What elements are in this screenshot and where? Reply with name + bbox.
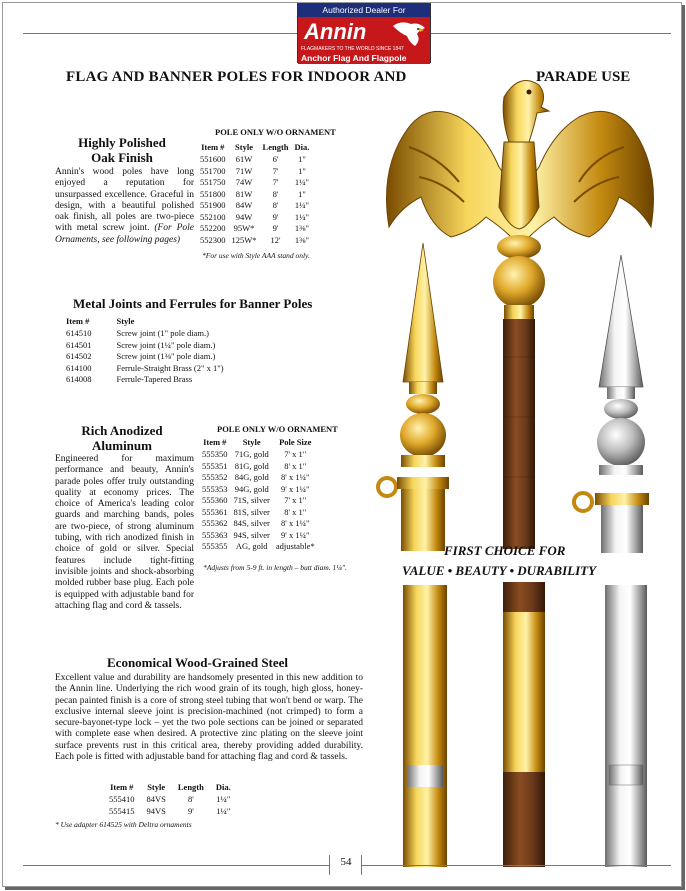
- table-cell: 555410: [109, 794, 135, 804]
- silver-pole-lower: [605, 585, 647, 775]
- table-cell: 8' x 1¼": [281, 518, 310, 528]
- table-row: [197, 200, 312, 212]
- metal-table: [63, 315, 227, 386]
- table-cell: 555415: [109, 805, 135, 816]
- table-cell: 555353: [202, 483, 228, 494]
- table-cell: 71W: [235, 165, 253, 176]
- table-cell: 7' x 1": [284, 495, 307, 505]
- oak-footnote: *For use with Style AAA stand only.: [202, 251, 310, 260]
- table-cell: 6': [272, 154, 279, 164]
- table-cell: 555362: [202, 518, 228, 528]
- table-cell: 71G, gold: [234, 449, 269, 459]
- aluminum-table-caption: POLE ONLY W/O ORNAMENT: [217, 424, 338, 434]
- annin-logo: [297, 3, 431, 63]
- table-row: [199, 449, 318, 461]
- oak-body: [55, 167, 194, 246]
- table-cell: 555360: [202, 495, 228, 505]
- table-cell: 125W*: [231, 234, 257, 245]
- table-cell: 9': [272, 223, 279, 233]
- table-row: [199, 472, 318, 484]
- table-row: [199, 484, 318, 496]
- table-cell: 84VS: [146, 794, 166, 804]
- table-cell: 7': [272, 165, 279, 176]
- table-cell: 9' x 1¼": [281, 483, 310, 494]
- table-row: [63, 340, 227, 352]
- eagle-logo-icon: [391, 20, 427, 48]
- oak-title: [55, 135, 189, 165]
- table-cell: 7': [272, 177, 279, 187]
- table-cell: 555361: [202, 506, 228, 517]
- table-row: [63, 351, 227, 363]
- aluminum-title: [55, 423, 189, 453]
- steel-body: Excellent value and durability are handsomely presented in this new addition to the Annin line. Underlying the rich wood grain of its tough, high gloss, honey-pecan painted finish is a core of strong steel tubing that won't bend or warp. The exclusive internal sleeve joint is precision-machined (not crimped) to form a secure-bayonet-type lock – yet the two pole sections can be joined or separated with complete ease when desired. A protective zinc plating on the sleeve joint surface prevents rust in this critical area, thereby providing added durability. Each pole is fitted with adjustable band for attaching flag and cord & tassels.: [55, 673, 363, 763]
- table-cell: 555355: [202, 541, 228, 551]
- top-rule-right: [431, 33, 671, 34]
- table-cell: 551800: [200, 188, 226, 199]
- table-cell: 1": [298, 165, 306, 176]
- table-row: [197, 166, 312, 178]
- table-cell: 81G, gold: [234, 460, 269, 471]
- table-header: Dia.: [294, 142, 310, 152]
- table-row: [199, 495, 318, 507]
- table-cell: 9': [187, 805, 194, 816]
- table-cell: 8': [272, 188, 279, 199]
- table-row: [197, 189, 312, 201]
- table-header: Style: [235, 142, 253, 152]
- table-cell: 555363: [202, 529, 228, 540]
- table-cell: 12': [270, 234, 281, 245]
- table-cell: 71S, silver: [233, 495, 270, 505]
- table-cell: 614100: [66, 362, 92, 373]
- table-cell: 555352: [202, 472, 228, 482]
- table-cell: 555350: [202, 449, 228, 459]
- table-cell: 1": [298, 188, 306, 199]
- table-cell: 7' x 1": [284, 449, 307, 459]
- table-cell: 1¼": [294, 211, 309, 222]
- table-header: Item #: [201, 142, 225, 152]
- table-row: [199, 461, 318, 473]
- table-cell: 1⅜": [294, 234, 309, 245]
- table-cell: 551900: [200, 200, 226, 210]
- table-row: [103, 806, 237, 818]
- table-row: [63, 328, 227, 340]
- oak-title-line2: Oak Finish: [91, 150, 153, 165]
- table-row: [197, 212, 312, 224]
- table-cell: adjustable*: [275, 541, 315, 551]
- table-cell: AG, gold: [235, 541, 268, 551]
- table-cell: 94G, gold: [234, 483, 269, 494]
- table-cell: 1": [298, 154, 306, 164]
- footer-divider-left: [329, 855, 330, 875]
- table-row: [63, 374, 227, 386]
- page-number: 54: [340, 856, 352, 868]
- table-row: [197, 177, 312, 189]
- gold-joint: [407, 765, 443, 787]
- oak-title-line1: Highly Polished: [78, 135, 166, 150]
- table-cell: 8': [187, 794, 194, 804]
- table-cell: 8' x 1¼": [281, 472, 310, 482]
- table-cell: 1¼": [294, 200, 309, 210]
- table-header: Item #: [110, 782, 134, 792]
- steel-table: [103, 781, 237, 817]
- steel-title: Economical Wood-Grained Steel: [107, 655, 289, 670]
- spear-gold: [378, 243, 449, 551]
- table-cell: 1¼": [216, 794, 231, 804]
- aluminum-body: Engineered for maximum performance and beauty, Annin's parade poles offer truly outstanding quality at economy prices. The choice of America's leading color guards and marching bands, poles are two-piece, of strong aluminum tubing, with rich anodized finish in choice of gold or silver. Special features include tight-fitting invisible joints and shock-absorbing molded rubber base plug. Each pole is equipped with adjustable band for attaching flag and cord & tassels.: [55, 454, 194, 611]
- logo-top-text: Authorized Dealer For: [298, 4, 430, 17]
- table-cell: 94S, silver: [233, 529, 270, 540]
- table-cell: Ferrule-Straight Brass (2" x 1"): [116, 362, 224, 373]
- table-row: [199, 518, 318, 530]
- product-illustration: [369, 57, 675, 867]
- table-cell: 551600: [200, 154, 226, 164]
- table-cell: 552100: [200, 211, 226, 222]
- logo-subtitle: Anchor Flag And Flagpole: [301, 53, 407, 63]
- table-cell: 614008: [66, 374, 92, 384]
- table-header: Length: [177, 782, 204, 792]
- table-row: [197, 223, 312, 235]
- table-cell: 95W*: [233, 223, 255, 233]
- table-header: Item #: [66, 316, 90, 326]
- table-cell: 84S, silver: [233, 518, 270, 528]
- table-cell: Screw joint (1" pole diam.): [116, 328, 209, 338]
- table-cell: 8': [272, 200, 279, 210]
- steel-footnote: * Use adapter 614525 with Deltra ornaments: [55, 820, 192, 829]
- table-row: [197, 154, 312, 166]
- table-cell: 555351: [202, 460, 228, 471]
- table-cell: Screw joint (1¼" pole diam.): [116, 339, 216, 350]
- aluminum-footnote: *Adjusts from 5-9 ft. in length – butt diam. 1¼".: [203, 563, 347, 572]
- top-rule-left: [23, 33, 297, 34]
- footer-rule-right: [361, 865, 671, 866]
- table-row: [63, 363, 227, 375]
- table-cell: 9' x 1¼": [281, 529, 310, 540]
- page-title-right: PARADE USE: [536, 69, 631, 85]
- table-cell: 9': [272, 211, 279, 222]
- table-cell: 551700: [200, 165, 226, 176]
- logo-name: Annin: [304, 19, 367, 44]
- table-cell: 614501: [66, 339, 92, 350]
- table-cell: 614502: [66, 351, 92, 361]
- table-cell: 84W: [235, 200, 253, 210]
- table-header: Item #: [203, 437, 227, 447]
- spear-silver: [574, 255, 649, 553]
- footer-rule-left: [23, 865, 329, 866]
- silver-joint: [609, 765, 643, 785]
- aluminum-title-line1: Rich Anodized: [81, 423, 163, 438]
- table-header: Style: [116, 316, 135, 326]
- page-title-left: FLAG AND BANNER POLES FOR INDOOR AND: [66, 69, 407, 85]
- table-cell: 74W: [235, 177, 253, 187]
- table-cell: 94VS: [146, 805, 166, 816]
- table-cell: Screw joint (1⅜" pole diam.): [116, 351, 216, 361]
- oak-table-caption: POLE ONLY W/O ORNAMENT: [215, 127, 336, 137]
- brass-sleeve: [503, 612, 545, 772]
- gold-pole-lower: [403, 585, 447, 775]
- metal-title: Metal Joints and Ferrules for Banner Poles: [73, 296, 313, 311]
- table-cell: 81S, silver: [233, 506, 270, 517]
- table-cell: 8' x 1": [284, 506, 307, 517]
- logo-tagline: FLAGMAKERS TO THE WORLD SINCE 1847: [301, 46, 404, 52]
- table-cell: 552200: [200, 223, 226, 233]
- table-cell: 8' x 1": [284, 460, 307, 471]
- page: [2, 2, 682, 887]
- slogan-line2: VALUE • BEAUTY • DURABILITY: [402, 563, 597, 578]
- table-header: Pole Size: [279, 437, 312, 447]
- table-header: Style: [242, 437, 261, 447]
- table-row: [197, 235, 312, 247]
- table-cell: 94W: [235, 211, 253, 222]
- oak-body-text: Annin's wood poles have long enjoyed a reputation for unsurpassed excellence. Graceful in design, with a beautiful polished oak finish, all poles are two-piece with metal screw joint.: [55, 167, 194, 234]
- aluminum-table: [199, 436, 318, 553]
- table-header: Dia.: [215, 782, 231, 792]
- table-cell: 551750: [200, 177, 226, 187]
- table-cell: 61W: [235, 154, 253, 164]
- oak-table: [197, 141, 312, 246]
- table-cell: 84G, gold: [234, 472, 269, 482]
- table-cell: 614510: [66, 328, 92, 338]
- table-row: [199, 530, 318, 542]
- wood-pole-upper: [503, 319, 535, 549]
- slogan-line1: FIRST CHOICE FOR: [444, 543, 566, 558]
- table-cell: 1¼": [216, 805, 231, 816]
- table-header: Length: [262, 142, 289, 152]
- table-header: Style: [147, 782, 166, 792]
- oak-body-italic: (For Pole Ornaments, see following pages): [55, 223, 194, 245]
- table-cell: Ferrule-Tapered Brass: [116, 374, 193, 384]
- table-cell: 1⅜": [294, 223, 309, 233]
- table-cell: 81W: [235, 188, 253, 199]
- aluminum-title-line2: Aluminum: [92, 438, 152, 453]
- table-cell: 1¼": [294, 177, 309, 187]
- table-row: [199, 507, 318, 519]
- table-cell: 552300: [200, 234, 226, 245]
- table-row: [103, 794, 237, 806]
- table-row: [199, 541, 318, 553]
